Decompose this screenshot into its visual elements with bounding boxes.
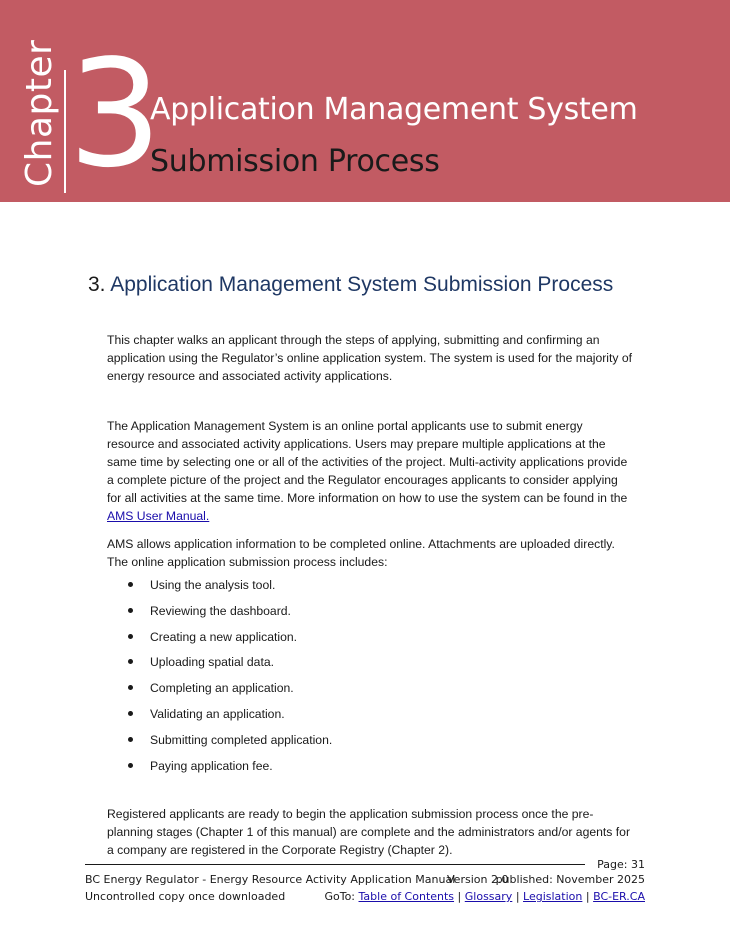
table-of-contents-link[interactable]: Table of Contents: [358, 890, 455, 903]
goto-label: GoTo:: [324, 890, 356, 903]
section-number: 3.: [88, 273, 106, 296]
footer-document-title: BC Energy Regulator - Energy Resource Activity Application Manual: [85, 873, 456, 886]
intro-paragraph: This chapter walks an applicant through the steps of applying, submitting and confirming an application using the Regulator’s online application system. The system is used for the majority of energy resource and associated activity applications.: [107, 333, 633, 383]
chapter-divider: [64, 70, 66, 193]
process-steps-list: [124, 574, 332, 780]
list-item-text: Completing an application.: [150, 681, 294, 696]
list-item-text: Submitting completed application.: [150, 732, 333, 747]
list-item: [124, 600, 332, 626]
list-item-text: Paying application fee.: [150, 758, 273, 773]
list-item: [124, 574, 332, 600]
list-item-text: Using the analysis tool.: [150, 578, 276, 592]
chapter-subtitle: Submission Process: [150, 144, 440, 179]
bullet-icon: [128, 582, 133, 587]
bullet-icon: [128, 763, 133, 768]
list-item: [124, 677, 332, 703]
section-title: Application Management System Submission Process: [110, 273, 614, 296]
ams-user-manual-link[interactable]: AMS User Manual.: [107, 509, 210, 523]
footer-published-date: published: November 2025: [495, 873, 645, 886]
footer-version: Version 2.0: [447, 873, 509, 886]
list-item: [124, 755, 332, 781]
footer-divider: [85, 864, 585, 865]
list-item: [124, 651, 332, 677]
bullet-icon: [128, 608, 133, 613]
section-heading: [88, 273, 613, 297]
chapter-title: Application Management System: [150, 92, 638, 127]
chapter-label: Chapter: [19, 39, 60, 187]
chapter-number: 3: [68, 28, 163, 200]
list-item-text: Uploading spatial data.: [150, 655, 274, 670]
list-item: [124, 703, 332, 729]
list-item-text: Creating a new application.: [150, 629, 298, 644]
footer-goto-links: [324, 890, 645, 904]
link-separator: |: [457, 890, 462, 903]
link-separator: |: [515, 890, 520, 903]
legislation-link[interactable]: Legislation: [523, 890, 583, 903]
registration-paragraph: Registered applicants are ready to begin the application submission process once the pre-planning stages (Chapter 1 of this manual) are complete and the administrators and/or agents for a company are registered in the Corporate Registry (Chapter 2).: [107, 807, 631, 857]
chapter-banner: [0, 0, 730, 202]
bullet-icon: [128, 711, 133, 716]
page-number: Page: 31: [597, 858, 645, 871]
process-paragraph: AMS allows application information to be completed online. Attachments are uploaded directly. The online application submission process includes:: [107, 537, 615, 569]
bullet-icon: [128, 634, 133, 639]
bullet-icon: [128, 737, 133, 742]
footer-uncontrolled-note: Uncontrolled copy once downloaded: [85, 890, 286, 903]
bc-er-website-link[interactable]: BC-ER.CA: [593, 890, 645, 903]
list-item: [124, 626, 332, 652]
glossary-link[interactable]: Glossary: [464, 890, 513, 903]
link-separator: |: [585, 890, 590, 903]
bullet-icon: [128, 685, 133, 690]
list-item: [124, 729, 332, 755]
list-item-text: Validating an application.: [150, 706, 285, 721]
ams-paragraph-text: The Application Management System is an online portal applicants use to submit energy resource and associated activity applications. Users may prepare multiple applications at the same time by selecting one or all of the activities of the project. Multi-activity applications provide a complete picture of the project and the Regulator encourages applicants to consider applying for all activities at the same time. More information on how to use the system can be found in the: [107, 419, 628, 505]
ams-paragraph: [107, 417, 632, 525]
list-item-text: Reviewing the dashboard.: [150, 603, 291, 618]
bullet-icon: [128, 659, 133, 664]
